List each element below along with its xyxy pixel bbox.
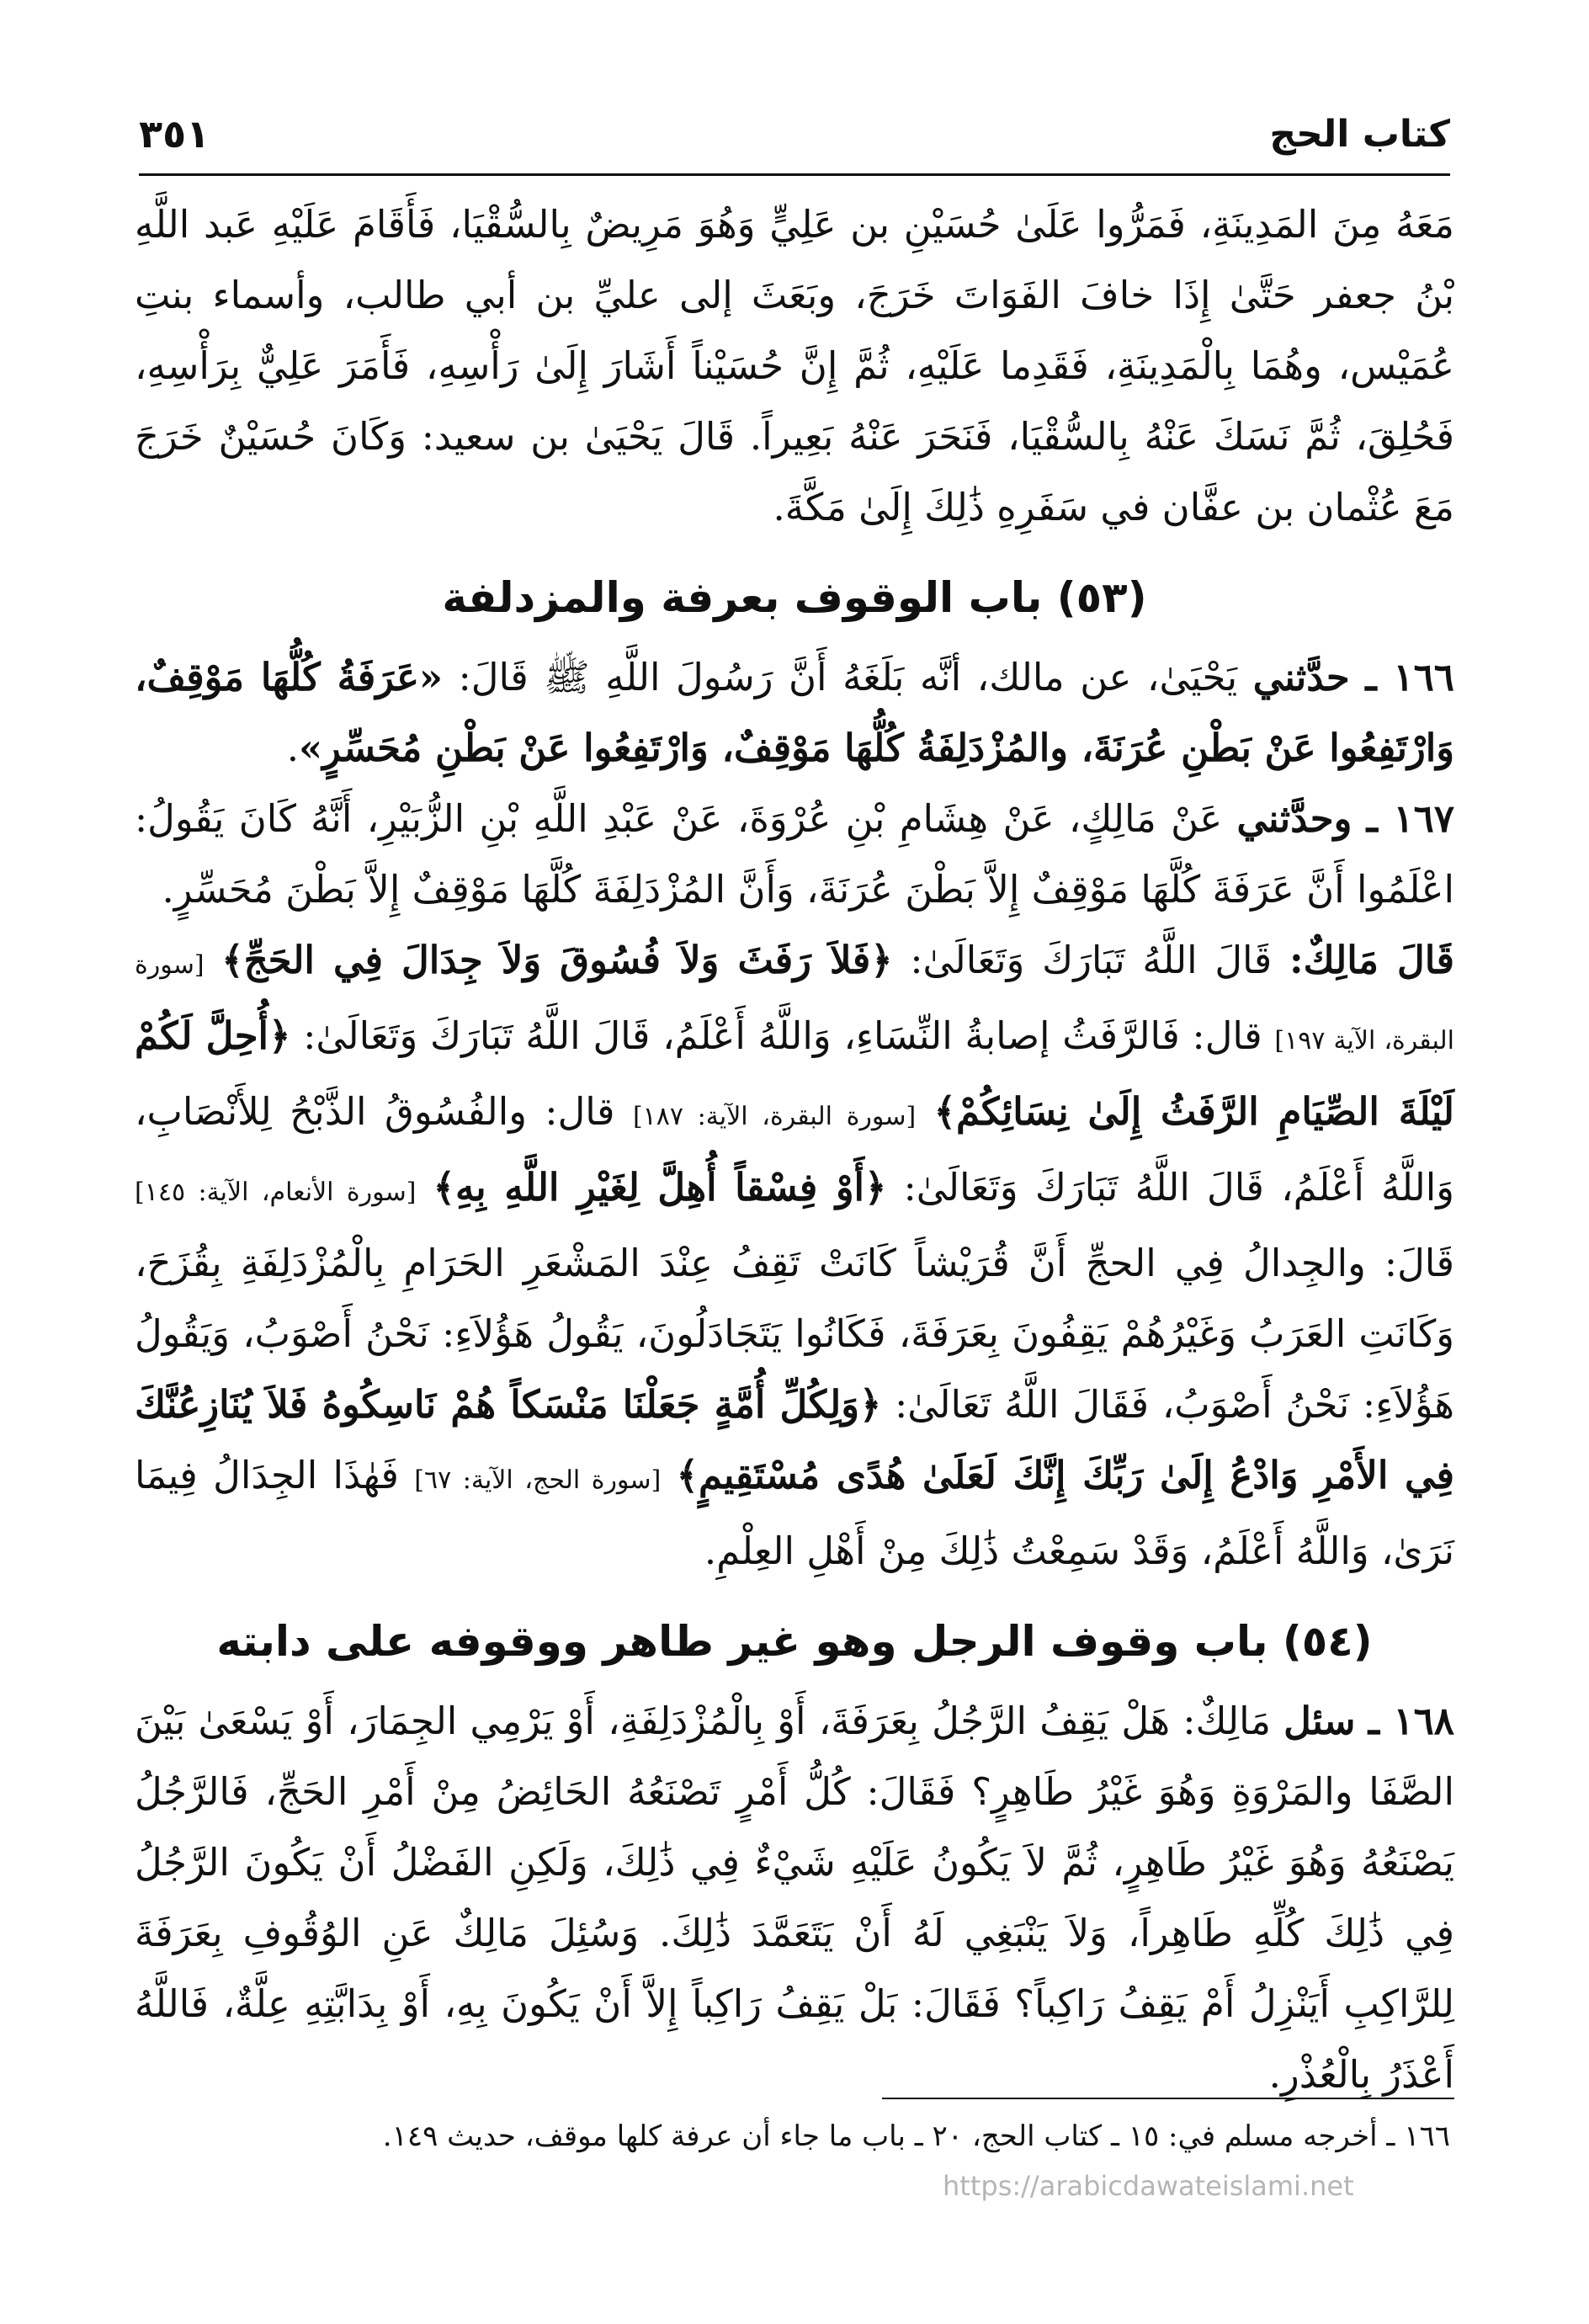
quran-quote: ﴿أَوْ فِسْقاً أُهِلَّ لِغَيْرِ اللَّهِ بِهِ﴾ [433, 1165, 887, 1210]
quran-reference: [سورة البقرة، الآية ١٩٧] [135, 950, 1455, 1056]
page-number: ٣٥١ [139, 111, 210, 157]
hadith-number: ١٦٨ ـ [1368, 1699, 1454, 1743]
quran-quote: ﴿فَلاَ رَفَثَ وَلاَ فُسُوقَ وَلاَ جِدَالَ فِي الحَجِّ﴾ [221, 938, 893, 982]
commentary-text: قال: والفُسُوقُ الذَّبْحُ لِلأَنْصَابِ، وَاللَّهُ أَعْلَمُ، قَالَ اللَّهُ تَبَارَكَ وَتَعَالَىٰ: [135, 1089, 1454, 1210]
hadith-text: يَحْيَىٰ، عن مالك، أنَّه بَلَغَهُ أَنَّ رَسُولَ اللَّهِ ﷺ قَالَ: [458, 655, 1238, 699]
malik-lead: قَالَ مَالِكٌ: [1289, 938, 1454, 982]
chapter-heading-53: (٥٣) باب الوقوف بعرفة والمزدلفة [442, 573, 1147, 622]
commentary-text: فَهٰذَا الجِدَالُ فِيمَا نَرَىٰ، وَاللَّهُ أَعْلَمُ، وَقَدْ سَمِعْتُ ذَٰلِكَ مِنْ أَهْلِ العِلْمِ. [135, 1453, 1454, 1573]
hadith-167 [135, 784, 1454, 925]
hadith-quote: «عَرَفَةُ كُلُّهَا مَوْقِفٌ، وَارْتَفِعُوا عَنْ بَطْنِ عُرَنَةَ، والمُزْدَلِفَةُ كُلُّهَا مَوْقِفٌ، وَارْتَفِعُوا عَنْ بَطْنِ مُحَسِّرٍ» [135, 655, 1454, 770]
footnote: ١٦٦ ـ أخرجه مسلم في: ١٥ ـ كتاب الحج، ٢٠ ـ باب ما جاء أن عرفة كلها موقف، حديث ١٤٩. [382, 2119, 1450, 2153]
chapter-heading-54: (٥٤) باب وقوف الرجل وهو غير طاهر ووقوفه على دابته [216, 1617, 1373, 1666]
commentary-text: قَالَ: والجِدالُ فِي الحجِّ أَنَّ قُرَيْشاً كَانَتْ تَقِفُ عِنْدَ المَشْعَرِ الحَرَامِ بِالْمُزْدَلِفَةِ بِقُزَحَ، وَكَانَتِ العَرَبُ وَغَيْرُهُمْ يَقِفُونَ بِعَرَفَةَ، فَكَانُوا يَتَجَادَلُونَ، يَقُولُ هَؤُلاَءِ: نَحْنُ أَصْوَبُ، وَيَقُولُ هَؤُلاَءِ: نَحْنُ أَصْوَبُ، فَقَالَ اللَّهُ تَعَالَىٰ: [135, 1241, 1455, 1427]
hadith-text: عَنْ مَالِكٍ، عَنْ هِشَامِ بْنِ عُرْوَةَ، عَنْ عَبْدِ اللَّهِ بْنِ الزُّبَيْرِ، أَنَّهُ كَانَ يَقُولُ: اعْلَمُوا أَنَّ عَرَفَةَ كُلَّهَا مَوْقِفٌ إِلاَّ بَطْنَ عُرَنَةَ، وَأَنَّ المُزْدَلِفَةَ كُلَّهَا مَوْقِفٌ إِلاَّ بَطْنَ مُحَسِّرٍ. [135, 796, 1454, 912]
quran-quote: ﴿وَلِكُلِّ أُمَّةٍ جَعَلْنَا مَنْسَكاً هُمْ نَاسِكُوهُ فَلاَ يُنَازِعُنَّكَ فِي الأَمْرِ وَادْعُ إِلَىٰ رَبِّكَ إِنَّكَ لَعَلَىٰ هُدًى مُسْتَقِيمٍ﴾ [135, 1382, 1455, 1497]
quran-reference: [سورة البقرة، الآية: ١٨٧] [632, 1102, 917, 1131]
hadith-lead: وحدَّثني [1236, 796, 1353, 841]
quran-reference: [سورة الحج، الآية: ٦٧] [414, 1465, 662, 1495]
intro-paragraph: مَعَهُ مِنَ المَدِينَةِ، فَمَرُّوا عَلَىٰ حُسَيْنِ بن عَلِيٍّ وَهُوَ مَرِيضٌ بِالسُّقْيَا، فَأَقَامَ عَلَيْهِ عَبد اللَّهِ بْنُ جعفر حَتَّىٰ إِذَا خافَ الفَوَاتَ خَرَجَ، وبَعَثَ إلى عليِّ بن أبي طالب، وأسماء بنتِ عُمَيْس، وهُمَا بِالْمَدِينَةِ، فَقَدِما عَلَيْهِ، ثُمَّ إِنَّ حُسَيْناً أَشَارَ إِلَىٰ رَأْسِهِ، فَأَمَرَ عَلِيٌّ بِرَأْسِهِ، فَحُلِقَ، ثُمَّ نَسَكَ عَنْهُ بِالسُّقْيَا، فَنَحَرَ عَنْهُ بَعِيراً. قَالَ يَحْيَىٰ بن سعيد: وَكَانَ حُسَيْنٌ خَرَجَ مَعَ عُثْمان بن عفَّان في سَفَرِهِ ذَٰلِكَ إِلَىٰ مَكَّةَ. [135, 202, 1454, 529]
commentary-text: قال: فَالرَّفَثُ إصابةُ النِّسَاءِ، وَاللَّهُ أَعْلَمُ، قَالَ اللَّهُ تَبَارَكَ وَتَعَالَىٰ: [303, 1013, 1262, 1058]
commentary-text: قَالَ اللَّهُ تَبَارَكَ وَتَعَالَىٰ: [910, 938, 1273, 982]
hadith-end: . [286, 726, 300, 770]
quran-reference: [سورة الأنعام، الآية: ١٤٥] [135, 1178, 417, 1207]
malik-commentary [135, 925, 1454, 1587]
hadith-lead: سئل [1283, 1699, 1356, 1743]
book-title: كتاب الحج [1269, 113, 1450, 156]
hadith-number: ١٦٧ ـ [1366, 796, 1455, 841]
hadith-text: مَالِكٌ: هَلْ يَقِفُ الرَّجُلُ بِعَرَفَةَ، أَوْ بِالْمُزْدَلِفَةِ، أَوْ يَرْمِي الجِمَارَ، أَوْ يَسْعَىٰ بَيْنَ الصَّفَا والمَرْوَةِ وَهُوَ غَيْرُ طَاهِرٍ؟ فَقَالَ: كُلُّ أَمْرٍ تَصْنَعُهُ الحَائِضُ مِنْ أَمْرِ الحَجِّ، فَالرَّجُلُ يَصْنَعُهُ وَهُوَ غَيْرُ طَاهِرٍ، ثُمَّ لاَ يَكُونُ عَلَيْهِ شَيْءٌ فِي ذَٰلِكَ، وَلَكِنِ الفَضْلُ أَنْ يَكُونَ الرَّجُلُ فِي ذَٰلِكَ كُلِّهِ طَاهِراً، وَلاَ يَنْبَغِي لَهُ أَنْ يَتَعَمَّدَ ذَٰلِكَ. وَسُئِلَ مَالِكٌ عَنِ الوُقُوفِ بِعَرَفَةَ لِلرَّاكِبِ أَيَنْزِلُ أَمْ يَقِفُ رَاكِباً؟ فَقَالَ: بَلْ يَقِفُ رَاكِباً إِلاَّ أَنْ يَكُونَ بِهِ، أَوْ بِدَابَّتِهِ عِلَّةٌ، فَاللَّهُ أَعْذَرُ بِالْعُذْرِ. [135, 1699, 1454, 2097]
footnote-divider [882, 2098, 1454, 2099]
watermark-url: https://arabicdawateislami.net [943, 2170, 1354, 2202]
hadith-lead: حدَّثني [1252, 655, 1350, 699]
page-body [135, 189, 1454, 2110]
page-header [139, 108, 1450, 176]
hadith-168 [135, 1686, 1454, 2110]
hadith-number: ١٦٦ ـ [1365, 655, 1454, 699]
quran-quote: ﴿أُحِلَّ لَكُمْ لَيْلَةَ الصِّيَامِ الرَّفَثُ إِلَىٰ نِسَائِكُمْ﴾ [135, 1013, 1455, 1134]
hadith-166 [135, 642, 1454, 784]
